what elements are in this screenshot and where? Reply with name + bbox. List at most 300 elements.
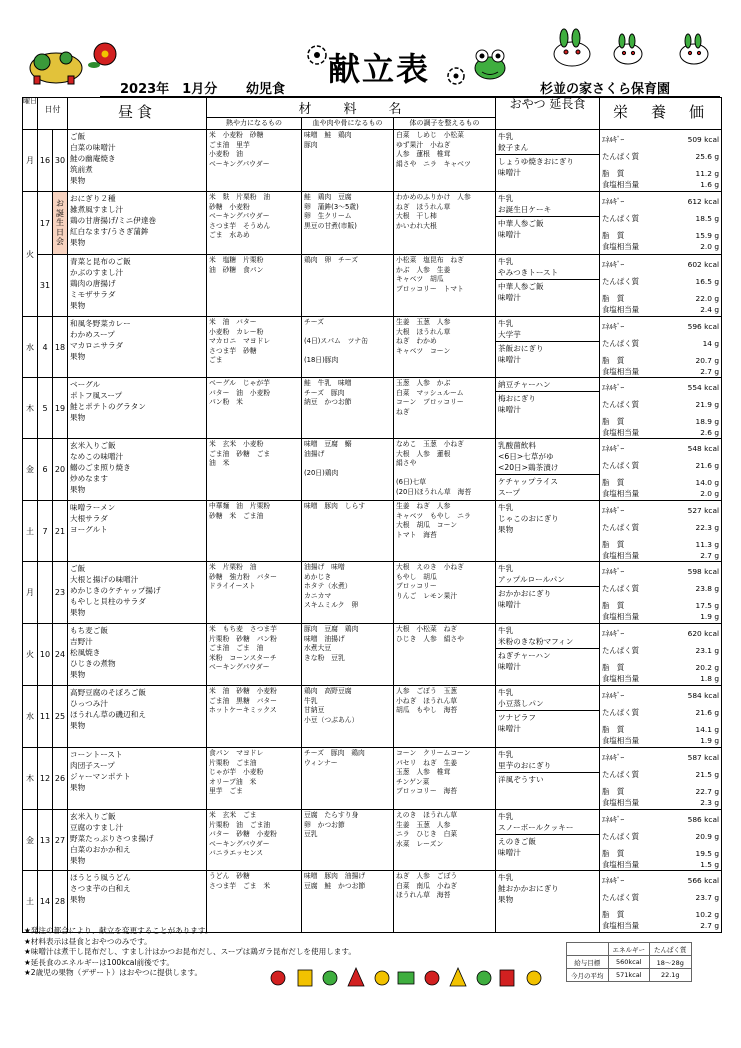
nutrition-fat bbox=[600, 230, 721, 241]
nutrition-energy bbox=[600, 501, 721, 516]
snack-stack bbox=[496, 748, 599, 786]
ingredient-heat bbox=[207, 255, 302, 317]
nutrition-energy bbox=[600, 871, 721, 886]
date-cell: 21 bbox=[53, 501, 68, 562]
ingredient-list: 米 玄米 ごま 片栗粉 油 ごま油 バター 砂糖 小麦粉 ベーキングパウダー バニラエッセンス bbox=[209, 811, 277, 857]
nutrition-value: 586 kcal bbox=[687, 815, 720, 824]
ingredient-list: 米 油 バター 小麦粉 カレー粉 マカロニ マヨドレ さつま芋 砂糖 ごま bbox=[209, 318, 271, 364]
nutrition-label: 食塩相当量 bbox=[602, 921, 639, 930]
target-label: 給与目標 bbox=[567, 956, 609, 969]
nutrition-value: 10.2 g bbox=[695, 910, 720, 919]
nutrition-label: ｴﾈﾙｷﾞｰ bbox=[602, 815, 625, 824]
snack-stack bbox=[496, 810, 599, 859]
snow-rabbits-icon bbox=[548, 22, 718, 70]
nutrition-value: 14.1 g bbox=[695, 725, 720, 734]
nutrition-label: たんぱく質 bbox=[602, 214, 639, 223]
avg-label: 今月の平均 bbox=[567, 969, 609, 982]
nutrition-fat bbox=[600, 724, 721, 735]
ingredient-adjust bbox=[394, 562, 496, 624]
ingredient-list: 味噌 豚肉 しらす bbox=[304, 502, 366, 510]
new-year-decorations-icon bbox=[268, 962, 558, 992]
weekday-cell: 火 bbox=[23, 624, 38, 686]
ingredient-heat bbox=[207, 439, 302, 501]
snack-cell bbox=[496, 255, 600, 317]
header-nutrition: 栄 養 価 bbox=[600, 98, 722, 130]
ingredient-heat bbox=[207, 624, 302, 686]
note: ★味噌汁は煮干し昆布だし、すまし汁はかつお昆布だし、スープは鶏ガラ昆布だしを使用します。 bbox=[24, 947, 356, 956]
weekday-cell: 火 bbox=[23, 192, 38, 317]
date-cell: 27 bbox=[53, 810, 68, 871]
nutrition-value: 22.7 g bbox=[695, 787, 720, 796]
ingredient-list: わかめのふりかけ 人参 ねぎ ほうれん草 大根 干し柿 かいわれ大根 bbox=[396, 193, 471, 230]
nutrition-protein bbox=[600, 213, 721, 224]
menu-row bbox=[23, 317, 722, 378]
nutrition-protein bbox=[600, 645, 721, 656]
nutrition-fat bbox=[600, 662, 721, 673]
ingredient-heat bbox=[207, 748, 302, 810]
snack-oyatsu: 牛乳 鮭おかかおにぎり 果物 bbox=[498, 873, 559, 904]
nutrition-protein bbox=[600, 399, 721, 410]
nutrition-cell bbox=[600, 871, 722, 933]
lunch-items: 青菜と昆布のご飯 かぶのすまし汁 鶏肉の唐揚げ ミモザサラダ 果物 bbox=[70, 257, 131, 310]
nutrition-energy bbox=[600, 686, 721, 701]
target-energy: 560kcal bbox=[608, 956, 650, 969]
snack-cell bbox=[496, 748, 600, 810]
ingredient-adjust bbox=[394, 439, 496, 501]
ingredient-list: 豚肉 豆腐 鶏肉 味噌 油揚げ 水煮大豆 きな粉 豆乳 bbox=[304, 625, 359, 662]
ingredient-body bbox=[302, 624, 394, 686]
ingredient-list: 小松菜 塩昆布 ねぎ かぶ 人参 生姜 キャベツ 胡瓜 ブロッコリー トマト bbox=[396, 256, 464, 293]
nutrition-fat bbox=[600, 416, 721, 427]
weekday-cell: 月 bbox=[23, 562, 38, 624]
date-cell: 5 bbox=[38, 378, 53, 439]
nutrition-value: 602 kcal bbox=[687, 260, 720, 269]
snack-cell bbox=[496, 439, 600, 501]
nutrition-protein bbox=[600, 338, 721, 349]
snack-extended: しょうゆ焼きおにぎり 味噌汁 bbox=[496, 154, 599, 179]
flower-left-icon bbox=[306, 44, 328, 66]
nutrition-label: たんぱく質 bbox=[602, 277, 639, 286]
nutrition-protein bbox=[600, 583, 721, 594]
lunch-items: ベーグル ポトフ風スープ 鮭とポテトのグラタン 果物 bbox=[70, 380, 146, 422]
nutrition-value: 21.9 g bbox=[695, 400, 720, 409]
weekday-cell: 木 bbox=[23, 378, 38, 439]
nutrition-label: 脂 質 bbox=[602, 725, 625, 734]
header-snack: おやつ 延長食 bbox=[496, 98, 600, 130]
nutrition-label: ｴﾈﾙｷﾞｰ bbox=[602, 691, 625, 700]
date-cell: 24 bbox=[53, 624, 68, 686]
nutrition-cell bbox=[600, 317, 722, 378]
date-cell bbox=[53, 255, 68, 317]
lion-dance-icon bbox=[22, 40, 92, 90]
ingredient-body bbox=[302, 378, 394, 439]
nutrition-label: 脂 質 bbox=[602, 663, 625, 672]
ingredient-list: えのき ほうれん草 生姜 玉葱 人参 ニラ ひじき 白菜 水菜 レーズン bbox=[396, 811, 458, 848]
nutrition-salt bbox=[600, 427, 721, 438]
nutrition-value: 23.8 g bbox=[695, 584, 720, 593]
menu-row bbox=[23, 810, 722, 871]
nutrition-fat bbox=[600, 539, 721, 550]
nutrition-value: 23.1 g bbox=[695, 646, 720, 655]
weekday-cell: 水 bbox=[23, 686, 38, 748]
nutrition-salt bbox=[600, 304, 721, 315]
nutrition-energy bbox=[600, 810, 721, 825]
nutrition-value: 11.2 g bbox=[695, 169, 720, 178]
lunch-cell bbox=[68, 130, 207, 192]
ingredient-body bbox=[302, 130, 394, 192]
ingredient-list: 食パン マヨドレ 片栗粉 ごま油 じゃが芋 小麦粉 オリーブ油 米 里芋 ごま bbox=[209, 749, 264, 795]
nutrition-label: 脂 質 bbox=[602, 601, 625, 610]
nutrition-cell bbox=[600, 748, 722, 810]
nutrition-label: 食塩相当量 bbox=[602, 612, 639, 621]
ingredient-adjust bbox=[394, 501, 496, 562]
nutrition-label: 食塩相当量 bbox=[602, 367, 639, 376]
ingredient-list: 人参 ごぼう 玉葱 小ねぎ ほうれん草 胡瓜 もやし 海苔 bbox=[396, 687, 458, 714]
weekday-cell: 土 bbox=[23, 871, 38, 933]
snack-extended: えのきご飯 味噌汁 bbox=[496, 834, 599, 859]
ingredient-list: 米 油 砂糖 小麦粉 ごま油 黒糖 バター ホットケーキミックス bbox=[209, 687, 277, 714]
nutrition-cell bbox=[600, 562, 722, 624]
ingredient-list: 米 玄米 小麦粉 ごま油 砂糖 ごま 油 米 bbox=[209, 440, 271, 467]
snack-stack bbox=[496, 192, 599, 241]
nutrition-label: 食塩相当量 bbox=[602, 551, 639, 560]
flower-right-icon bbox=[446, 66, 466, 86]
nutrition-label: ｴﾈﾙｷﾞｰ bbox=[602, 322, 625, 331]
nutrition-protein bbox=[600, 769, 721, 780]
event-text: お 誕 生 日 会 bbox=[56, 199, 64, 247]
nutrition-protein bbox=[600, 892, 721, 903]
ingredient-heat bbox=[207, 562, 302, 624]
snack-extended: おかかおにぎり 味噌汁 bbox=[496, 586, 599, 611]
snack-stack bbox=[496, 378, 599, 416]
lunch-cell bbox=[68, 871, 207, 933]
nutrition-cell bbox=[600, 686, 722, 748]
weekday-cell: 土 bbox=[23, 501, 38, 562]
ingredient-heat bbox=[207, 317, 302, 378]
menu-row bbox=[23, 624, 722, 686]
nutrition-label: ｴﾈﾙｷﾞｰ bbox=[602, 383, 625, 392]
nutrition-label: たんぱく質 bbox=[602, 770, 639, 779]
ingredient-list: 豆腐 たらすり身 卵 かつお節 豆乳 bbox=[304, 811, 359, 838]
avg-head-energy: エネルギー bbox=[608, 943, 650, 956]
nutrition-label: たんぱく質 bbox=[602, 584, 639, 593]
snack-stack bbox=[496, 439, 599, 499]
ingredient-body bbox=[302, 871, 394, 933]
nutrition-label: 脂 質 bbox=[602, 294, 625, 303]
nutrition-label: たんぱく質 bbox=[602, 832, 639, 841]
menu-row bbox=[23, 439, 722, 501]
ingredient-body bbox=[302, 562, 394, 624]
nutrition-energy bbox=[600, 378, 721, 393]
nutrition-label: 脂 質 bbox=[602, 169, 625, 178]
nutrition-energy bbox=[600, 748, 721, 763]
snack-extended: 茶飯おにぎり 味噌汁 bbox=[496, 341, 599, 366]
snack-oyatsu: 牛乳 じゃこのおにぎり 果物 bbox=[498, 503, 559, 534]
snack-stack bbox=[496, 686, 599, 735]
nutrition-label: 食塩相当量 bbox=[602, 674, 639, 683]
ingredient-list: チーズ 豚肉 鶏肉 ウィンナー bbox=[304, 749, 365, 767]
nutrition-label: 脂 質 bbox=[602, 231, 625, 240]
nutrition-value: 15.9 g bbox=[695, 231, 720, 240]
snack-stack bbox=[496, 624, 599, 673]
nutrition-salt bbox=[600, 179, 721, 190]
snack-cell bbox=[496, 317, 600, 378]
ingredient-list: 油揚げ 味噌 めかじき ホタテ（水煮） カニカマ スキムミルク 卵 bbox=[304, 563, 359, 609]
menu-row bbox=[23, 871, 722, 933]
nutrition-value: 548 kcal bbox=[687, 444, 720, 453]
ingredient-heat bbox=[207, 686, 302, 748]
nutrition-label: 脂 質 bbox=[602, 787, 625, 796]
ingredient-list: 米 麩 片栗粉 油 砂糖 小麦粉 ベーキングパウダー さつま芋 そうめん ごま 水あめ bbox=[209, 193, 271, 239]
lunch-items: 高野豆腐のそぼろご飯 ひっつみ汁 ほうれん草の磯辺和え 果物 bbox=[70, 688, 146, 730]
nutrition-cell bbox=[600, 378, 722, 439]
nutrition-target-table bbox=[566, 942, 692, 982]
lunch-items: ご飯 白菜の味噌汁 鮭の幽庵焼き 筑前煮 果物 bbox=[70, 132, 116, 185]
nutrition-label: たんぱく質 bbox=[602, 893, 639, 902]
ingredient-adjust bbox=[394, 624, 496, 686]
nutrition-energy bbox=[600, 130, 721, 145]
nutrition-salt bbox=[600, 550, 721, 561]
nutrition-label: 脂 質 bbox=[602, 849, 625, 858]
nutrition-salt bbox=[600, 488, 721, 499]
ingredient-list: 大根 小松菜 ねぎ ひじき 人参 絹さや bbox=[396, 625, 464, 643]
nutrition-label: ｴﾈﾙｷﾞｰ bbox=[602, 567, 625, 576]
nutrition-fat bbox=[600, 909, 721, 920]
nutrition-salt bbox=[600, 611, 721, 622]
nutrition-label: ｴﾈﾙｷﾞｰ bbox=[602, 876, 625, 885]
nutrition-cell bbox=[600, 810, 722, 871]
snack-extended: 洋風ぞうすい bbox=[496, 772, 599, 786]
ingredient-body bbox=[302, 686, 394, 748]
weekday-cell: 木 bbox=[23, 748, 38, 810]
nutrition-value: 25.6 g bbox=[695, 152, 720, 161]
snack-extended: 中華人参ご飯 味噌汁 bbox=[496, 216, 599, 241]
menu-table bbox=[22, 97, 722, 933]
lunch-cell bbox=[68, 562, 207, 624]
lunch-cell bbox=[68, 317, 207, 378]
snack-extended: ねぎチャーハン 味噌汁 bbox=[496, 648, 599, 673]
nutrition-salt bbox=[600, 920, 721, 931]
note: ★材料表示は昼食とおやつのみです。 bbox=[24, 936, 152, 946]
ingredient-body bbox=[302, 810, 394, 871]
lunch-items: ほうとう風うどん さつま芋の白和え 果物 bbox=[70, 873, 131, 904]
nutrition-label: 脂 質 bbox=[602, 356, 625, 365]
nutrition-salt bbox=[600, 859, 721, 870]
menu-kind: 幼児食 bbox=[246, 82, 286, 97]
nutrition-value: 22.0 g bbox=[695, 294, 720, 303]
header-weekday: 曜日 bbox=[23, 98, 38, 130]
ingredient-list: 鮭 鶏肉 豆腐 卵 蒲鉾(3～5歳) 卵 生クリーム 黒豆の甘煮(市販) bbox=[304, 193, 359, 230]
nutrition-value: 14 g bbox=[702, 339, 720, 348]
nutrition-protein bbox=[600, 151, 721, 162]
ingredient-adjust bbox=[394, 686, 496, 748]
ingredient-list: チーズ (4日)スパム ツナ缶 (18日)豚肉 bbox=[304, 318, 369, 364]
lunch-items: 和風冬野菜カレー わかめスープ マカロニサラダ 果物 bbox=[70, 319, 131, 361]
date-cell: 28 bbox=[53, 871, 68, 933]
lunch-cell bbox=[68, 624, 207, 686]
date-cell: 25 bbox=[53, 686, 68, 748]
nutrition-energy bbox=[600, 317, 721, 332]
date-cell: 4 bbox=[38, 317, 53, 378]
nutrition-salt bbox=[600, 673, 721, 684]
nutrition-fat bbox=[600, 168, 721, 179]
lunch-items: ご飯 大根と揚げの味噌汁 めかじきのケチャップ揚げ もやしと貝柱のサラダ 果物 bbox=[70, 564, 161, 617]
snack-cell bbox=[496, 810, 600, 871]
ingredient-adjust bbox=[394, 378, 496, 439]
header-ingredients: 材 料 名 bbox=[207, 98, 496, 118]
date-cell: 11 bbox=[38, 686, 53, 748]
snack-oyatsu: 牛乳 アップルロールパン bbox=[498, 564, 565, 584]
nutrition-fat bbox=[600, 293, 721, 304]
nutrition-cell bbox=[600, 624, 722, 686]
nutrition-value: 1.8 g bbox=[700, 674, 720, 683]
nutrition-label: たんぱく質 bbox=[602, 152, 639, 161]
ingredient-heat bbox=[207, 501, 302, 562]
snack-extended: ケチャップライス スープ bbox=[496, 474, 599, 499]
lunch-cell bbox=[68, 686, 207, 748]
nutrition-label: 食塩相当量 bbox=[602, 798, 639, 807]
lunch-cell bbox=[68, 255, 207, 317]
nutrition-value: 17.5 g bbox=[695, 601, 720, 610]
menu-row bbox=[23, 686, 722, 748]
nutrition-label: 食塩相当量 bbox=[602, 428, 639, 437]
snack-extended: ツナビラフ 味噌汁 bbox=[496, 710, 599, 735]
date-cell: 23 bbox=[53, 562, 68, 624]
nutrition-value: 2.7 g bbox=[700, 367, 720, 376]
snack-oyatsu: 牛乳 里芋のおにぎり bbox=[498, 750, 552, 770]
nutrition-label: ｴﾈﾙｷﾞｰ bbox=[602, 629, 625, 638]
snack-stack bbox=[496, 562, 599, 611]
ingredient-list: うどん 砂糖 さつま芋 ごま 米 bbox=[209, 872, 271, 890]
nutrition-value: 20.2 g bbox=[695, 663, 720, 672]
snack-oyatsu: 牛乳 米粉のきな粉マフィン bbox=[498, 626, 574, 646]
ingredient-adjust bbox=[394, 748, 496, 810]
nutrition-value: 20.7 g bbox=[695, 356, 720, 365]
ingredient-adjust bbox=[394, 317, 496, 378]
nutrition-label: ｴﾈﾙｷﾞｰ bbox=[602, 260, 625, 269]
ingredient-list: なめこ 玉葱 小ねぎ 大根 人参 蓮根 絹さや (6日)七草 (20日)ほうれん草 海苔 bbox=[396, 440, 472, 496]
nutrition-value: 21.6 g bbox=[695, 708, 720, 717]
nutrition-label: たんぱく質 bbox=[602, 708, 639, 717]
camellia-flower-icon bbox=[88, 40, 122, 70]
nutrition-value: 2.7 g bbox=[700, 551, 720, 560]
weekday-cell: 金 bbox=[23, 810, 38, 871]
ingredient-body bbox=[302, 255, 394, 317]
header-lunch: 昼食 bbox=[68, 98, 207, 130]
lunch-items: 玄米入りご飯 豆腐のすまし汁 野菜たっぷりさつま揚げ 白菜のおかか和え 果物 bbox=[70, 812, 154, 865]
menu-row bbox=[23, 130, 722, 192]
snack-oyatsu: 牛乳 小豆蒸しパン bbox=[498, 688, 544, 708]
lunch-items: 玄米入りご飯 なめこの味噌汁 鰯のごま照り焼き 炒めなます 果物 bbox=[70, 441, 131, 494]
nutrition-label: 食塩相当量 bbox=[602, 489, 639, 498]
nutrition-protein bbox=[600, 831, 721, 842]
snack-extended: 中華人参ご飯 味噌汁 bbox=[496, 279, 599, 304]
snack-cell bbox=[496, 378, 600, 439]
ingredient-heat bbox=[207, 810, 302, 871]
lunch-items: もち麦ご飯 吉野汁 松風焼き ひじきの煮物 果物 bbox=[70, 626, 116, 679]
nutrition-protein bbox=[600, 460, 721, 471]
ingredient-list: 鶏肉 高野豆腐 牛乳 甘納豆 小豆（つぶあん） bbox=[304, 687, 359, 724]
nutrition-cell bbox=[600, 130, 722, 192]
target-protein: 18～28g bbox=[650, 956, 692, 969]
snack-cell bbox=[496, 686, 600, 748]
snack-cell bbox=[496, 130, 600, 192]
ingredient-list: 鶏肉 卵 チーズ bbox=[304, 256, 359, 264]
nutrition-value: 20.9 g bbox=[695, 832, 720, 841]
ingredient-heat bbox=[207, 192, 302, 255]
date-cell: 17 bbox=[38, 192, 53, 255]
nutrition-protein bbox=[600, 707, 721, 718]
lunch-items: おにぎり２種 雑煮風すまし汁 鶏の甘唐揚げ/ミニ伊達巻 紅白なます/うさぎ蒲鉾 果物 bbox=[70, 194, 157, 247]
lunch-cell bbox=[68, 810, 207, 871]
note: ★発注の都合により、献立を変更することがあります。 bbox=[24, 926, 213, 935]
nutrition-fat bbox=[600, 477, 721, 488]
ingredient-heat bbox=[207, 378, 302, 439]
ingredient-body bbox=[302, 317, 394, 378]
nutrition-value: 19.5 g bbox=[695, 849, 720, 858]
snack-cell bbox=[496, 192, 600, 255]
ingredient-list: 鮭 牛乳 味噌 チーズ 豚肉 納豆 かつお節 bbox=[304, 379, 352, 406]
nutrition-label: 食塩相当量 bbox=[602, 860, 639, 869]
nutrition-value: 11.3 g bbox=[695, 540, 720, 549]
avg-energy: 571kcal bbox=[608, 969, 650, 982]
note: ★2歳児の果物（デザート）はおやつに提供します。 bbox=[24, 968, 203, 977]
ingredient-list: 白菜 しめじ 小松菜 ゆず果汁 小ねぎ 人参 蓮根 椎茸 絹さや ニラ キャベツ bbox=[396, 131, 471, 168]
nutrition-cell bbox=[600, 439, 722, 501]
date-cell: 14 bbox=[38, 871, 53, 933]
nutrition-label: 食塩相当量 bbox=[602, 736, 639, 745]
nutrition-protein bbox=[600, 276, 721, 287]
lunch-cell bbox=[68, 501, 207, 562]
nutrition-value: 2.0 g bbox=[700, 489, 720, 498]
lunch-cell bbox=[68, 439, 207, 501]
ingredient-adjust bbox=[394, 192, 496, 255]
avg-protein: 22.1g bbox=[650, 969, 692, 982]
nutrition-value: 527 kcal bbox=[687, 506, 720, 515]
lunch-items: コーントースト 肉団子スープ ジャーマンポテト 果物 bbox=[70, 750, 131, 792]
nutrition-value: 1.5 g bbox=[700, 860, 720, 869]
nutrition-label: 脂 質 bbox=[602, 540, 625, 549]
nutrition-salt bbox=[600, 797, 721, 808]
nutrition-value: 2.4 g bbox=[700, 305, 720, 314]
snack-oyatsu: 牛乳 餃子まん bbox=[498, 132, 529, 152]
nutrition-label: 食塩相当量 bbox=[602, 180, 639, 189]
date-cell: 18 bbox=[53, 317, 68, 378]
nutrition-salt bbox=[600, 735, 721, 746]
ingredient-list: 米 片栗粉 油 砂糖 強力粉 バター ドライイースト bbox=[209, 563, 277, 590]
date-cell: 13 bbox=[38, 810, 53, 871]
lunch-cell bbox=[68, 748, 207, 810]
ingredient-body bbox=[302, 501, 394, 562]
nutrition-label: たんぱく質 bbox=[602, 523, 639, 532]
nutrition-label: ｴﾈﾙｷﾞｰ bbox=[602, 197, 625, 206]
nutrition-value: 2.7 g bbox=[700, 921, 720, 930]
nutrition-value: 1.9 g bbox=[700, 612, 720, 621]
ingredient-heat bbox=[207, 130, 302, 192]
nutrition-cell bbox=[600, 255, 722, 317]
menu-row bbox=[23, 192, 722, 255]
snack-oyatsu: 牛乳 スノーボールクッキー bbox=[498, 812, 574, 832]
ingredient-list: 大根 えのき 小ねぎ もやし 胡瓜 ブロッコリー りんご レモン果汁 bbox=[396, 563, 464, 600]
snack-oyatsu: 牛乳 お誕生日ケーキ bbox=[498, 194, 552, 214]
nutrition-energy bbox=[600, 624, 721, 639]
ingredient-adjust bbox=[394, 810, 496, 871]
ingredient-list: 米 もち麦 さつま芋 片栗粉 砂糖 パン粉 ごま油 ごま 油 米粉 コーンスターチ ベーキングパウダー bbox=[209, 625, 277, 671]
nutrition-cell bbox=[600, 192, 722, 255]
nutrition-value: 18.9 g bbox=[695, 417, 720, 426]
ingredient-list: 味噌 鮭 鶏肉 豚肉 bbox=[304, 131, 352, 149]
date-cell: 31 bbox=[38, 255, 53, 317]
